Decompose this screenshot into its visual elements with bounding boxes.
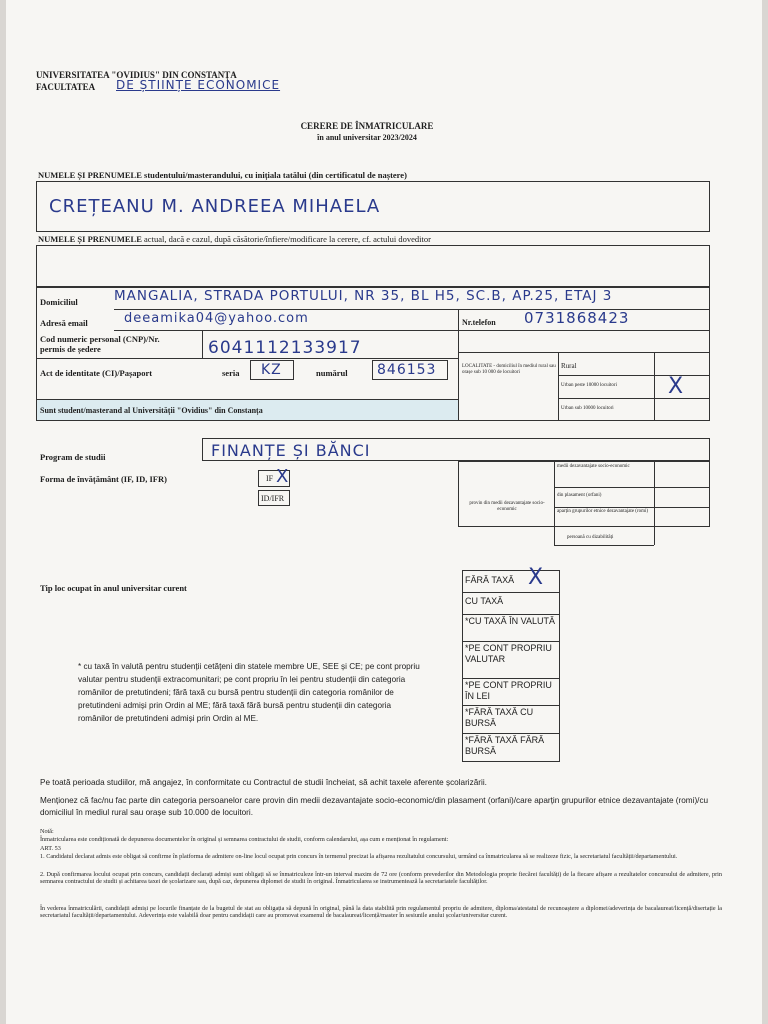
locality-urban-under[interactable]: Urban sub 10000 locuitori [561, 406, 614, 411]
if-mark: X [276, 466, 290, 487]
tax-option-lei[interactable]: *PE CONT PROPRIU ÎN LEI [463, 679, 559, 706]
tax-footnote: * cu taxă în valută pentru studenții cetățeni din statele membre UE, SEE și CE; pe cont propriu valutar pentru studenții extracomunitari; pe cont propriu în lei pentru studenții din categoria românilor de pretutindeni; fără taxă cu bursă pentru studenții din categoria românilor de pretutindeni admiși prin Ordin al ME; fără taxă fără bursă pentru studenții din categoria românilor de pretutindeni admiși prin Ordin al ME. [78, 662, 420, 723]
cnp-label: Cod numeric personal (CNP)/Nr. permis de ședere [40, 334, 160, 354]
current-name-label: NUMELE ȘI PRENUMELE actual, dacă e cazul, după căsătorie/înfiere/modificare la cerere, cf. actului doveditor [38, 234, 431, 244]
socio-grupuri[interactable]: aparțin grupurilor etnice dezavantajate (romi) [557, 509, 649, 514]
declaration-category: Menționez că fac/nu fac parte din categoria persoanelor care provin din medii dezavantajate socio-economic/din plasament (orfani)/care aparțin grupurilor etnice dezavantajate (romi)/cu domiciliul în mediul rural sau orașe sub 10.000 de locuitori. [40, 796, 709, 817]
notes-item-3: În vederea înmatriculării, candidații admiși pe locurile finanțate de la bugetul de stat au obligația să depună în original, până la data stabilită prin regulamentul propriu de admitere, diploma/atestatul de recunoaștere a diplomei/adeverința de bacalaureat/licență/disertație la secretariatul facultății/departamentului. Adeverința este valabilă doar pentru candidații care au promovat examenul de bacalaureat/licență/master în sesiunile anului școlar/universitar curent. [40, 905, 722, 920]
serie-field[interactable] [250, 360, 294, 380]
faculty-value: DE ȘTIINȚE ECONOMICE [116, 78, 281, 92]
program-label: Program de studii [40, 452, 106, 462]
socio-provin: provin din medii dezavantajate socio-economic [469, 501, 545, 512]
phone-value[interactable]: 0731868423 [524, 309, 630, 327]
program-value: FINANȚE ȘI BĂNCI [211, 441, 371, 460]
id-doc-label: Act de identitate (CI)/Pașaport [40, 368, 153, 378]
tax-option-cu-taxa[interactable]: CU TAXĂ [463, 593, 559, 615]
serie-value: KZ [261, 362, 282, 378]
numar-label: numărul [316, 368, 348, 378]
numar-value: 846153 [377, 362, 437, 378]
form-title: CERERE DE ÎNMATRICULARE [300, 121, 434, 131]
tax-option-fara-taxa[interactable]: FĂRĂ TAXĂ [463, 571, 559, 593]
notes-title: Notă: [40, 828, 54, 835]
academic-year: în anul universitar 2023/2024 [317, 133, 417, 142]
tax-option-fara-bursa[interactable]: *FĂRĂ TAXĂ FĂRĂ BURSĂ [465, 735, 545, 756]
birth-name-field[interactable] [36, 181, 710, 232]
email-value[interactable]: deeamika04@yahoo.com [124, 311, 309, 326]
tax-mark: X [528, 565, 545, 590]
student-status-label: Sunt student/masterand al Universității "Ovidius" din Constanța [40, 406, 263, 415]
form-page [6, 0, 762, 1024]
notes-article: ART. 53 [40, 845, 61, 852]
tax-option-bursa[interactable]: *FĂRĂ TAXĂ CU BURSĂ [463, 706, 559, 734]
serie-label: seria [222, 368, 240, 378]
university-name: UNIVERSITATEA "OVIDIUS" DIN CONSTANȚA [36, 70, 237, 80]
tax-option-valuta[interactable]: *CU TAXĂ ÎN VALUTĂ [463, 615, 559, 642]
phone-label: Nr.telefon [462, 318, 496, 327]
idifr-label: ID/IFR [261, 494, 285, 503]
numar-field[interactable] [372, 360, 448, 380]
if-label: IF [266, 474, 274, 483]
locality-rural[interactable]: Rural [561, 362, 577, 370]
locality-urban-mark: X [668, 374, 685, 399]
socio-plasament[interactable]: din plasament (orfani) [557, 493, 602, 498]
domiciliu-label: Domiciliul [40, 297, 78, 307]
notes-intro: Înmatricularea este condiționată de depunerea documentelor în original și semnarea contractului de studii, conform calendarului, așa cum e menționat în regulament: [40, 836, 449, 843]
tax-option-valutar[interactable]: *PE CONT PROPRIU VALUTAR [463, 642, 559, 679]
idifr-option[interactable] [258, 490, 290, 506]
form-of-study-label: Forma de învățământ (IF, ID, IFR) [40, 474, 167, 484]
faculty-label: FACULTATEA [36, 82, 96, 92]
if-option[interactable] [258, 466, 290, 487]
locality-urban-over[interactable]: Urban peste 10000 locuitori [561, 383, 617, 388]
domiciliu-value[interactable]: MANGALIA, STRADA PORTULUI, NR 35, BL H5, SC.B, AP.25, ETAJ 3 [114, 288, 613, 304]
birth-name-value: CREȚEANU M. ANDREEA MIHAELA [49, 196, 381, 217]
locality-label: LOCALITATE - domiciliul în mediul rural sau orașe sub 10 000 de locuitori [462, 364, 556, 375]
cnp-value[interactable]: 6041112133917 [208, 338, 362, 358]
program-field[interactable] [202, 438, 710, 461]
email-label: Adresă email [40, 318, 88, 328]
declaration-taxes: Pe toată perioada studiilor, mă angajez, în conformitate cu Contractul de studii încheiat, să achit taxele aferente școlarizării. [40, 778, 487, 787]
current-name-field[interactable] [36, 245, 710, 287]
notes-item-1: 1. Candidatul declarat admis este obligat să confirme în platforma de admitere on-line locul ocupat prin concurs în termenul precizat la afișarea rezultatului concursului, urmând ca înmatricularea să se realizeze fizic, la secretariatul facultății/departamentului. [40, 853, 678, 860]
notes-item-2: 2. După confirmarea locului ocupat prin concurs, candidații declarați admiși sunt obligați să se înmatriculeze într-un interval maxim de 72 ore (conform prevederilor din Metodologia proprie fiecărei facultăți) de la fiecare afișare a rezultatelor concursului de admitere, prin semnarea contractului de studii și achitarea taxei de școlarizare sau, după caz, depunerea diplomei de studii în original. Înmatricularea se instrumentează la secretariatele facultăților. [40, 871, 722, 886]
birth-name-label: NUMELE ȘI PRENUMELE studentului/masterandului, cu inițiala tatălui (din certificatul de naștere) [38, 170, 407, 180]
socio-medii[interactable]: medii dezavantajate socio-economic [557, 464, 630, 469]
socio-dizabilitati[interactable]: persoană cu dizabilități [567, 535, 614, 540]
tax-type-label: Tip loc ocupat în anul universitar curent [40, 583, 187, 593]
